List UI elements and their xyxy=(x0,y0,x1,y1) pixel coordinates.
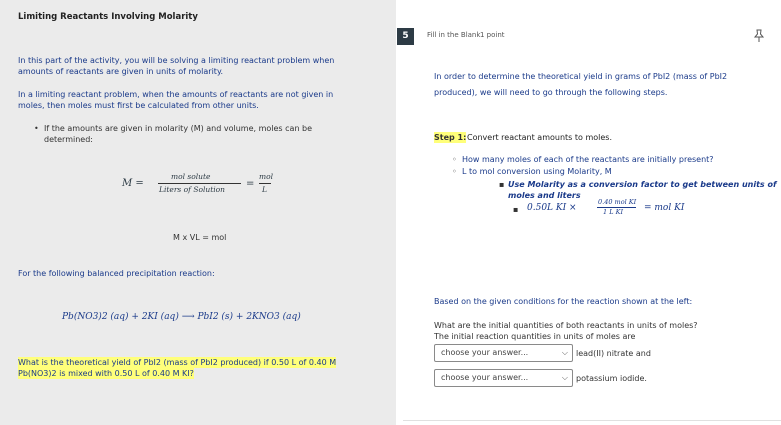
calc-result: = mol KI xyxy=(644,203,685,213)
instructions-line2: produced), we will need to go through the following steps. xyxy=(434,88,668,97)
instructions-line1: In order to determine the theoretical yield in grams of PbI2 (mass of PbI2 xyxy=(434,72,728,81)
based-on-text: Based on the given conditions for the reaction shown at the left: xyxy=(434,297,693,306)
formula-equals: = xyxy=(246,178,255,189)
question-line2: Pb(NO3)2 is mixed with 0.50 L of 0.40 M KI? xyxy=(18,369,194,378)
bullet-line2: determined: xyxy=(44,135,93,144)
calc-numerator: 0.40 mol KI xyxy=(598,198,637,206)
sub-bullet-1: How many moles of each of the reactants are initially present? xyxy=(462,155,714,164)
answer-dropdown-1[interactable] xyxy=(434,344,573,362)
fraction-bar-2 xyxy=(259,183,271,184)
chevron-down-icon: ⌵ xyxy=(561,348,568,357)
intro-text-line2: amounts of reactants are given in units of molarity. xyxy=(18,67,224,76)
fraction-bar xyxy=(158,183,241,184)
sub-bullet-3-line2: moles and liters xyxy=(508,191,581,200)
panel-divider xyxy=(396,0,403,425)
sub-bullet-2: L to mol conversion using Molarity, M xyxy=(462,167,612,176)
formula-denominator: Liters of Solution xyxy=(159,185,225,194)
formula-den2: L xyxy=(262,185,267,194)
reaction-equation: Pb(NO3)2 (aq) + 2KI (aq) ⟶ PbI2 (s) + 2KNO3 (aq) xyxy=(62,312,301,322)
question-prompt-line2: The initial reaction quantities in units of moles are xyxy=(434,332,636,341)
dropdown-1-suffix: lead(II) nitrate and xyxy=(576,349,651,358)
chevron-down-icon: ⌵ xyxy=(561,373,568,382)
pin-icon[interactable] xyxy=(752,28,766,42)
formula-numerator: mol solute xyxy=(171,172,211,181)
bullet-line1: If the amounts are given in molarity (M) and volume, moles can be xyxy=(44,124,313,133)
question-points: 1 point xyxy=(480,31,505,39)
calc-denominator: 1 L KI xyxy=(603,208,624,216)
bottom-divider xyxy=(403,420,781,421)
panel-title: Limiting Reactants Involving Molarity xyxy=(18,12,198,22)
calc-start: 0.50L KI × xyxy=(527,203,577,213)
step-text: Convert reactant amounts to moles. xyxy=(467,133,612,142)
question-type: Fill in the Blank xyxy=(427,31,481,39)
sub-bullet-1-dot: ◦ xyxy=(452,155,457,164)
question-number-badge: 5 xyxy=(397,28,414,45)
dropdown-2-placeholder: choose your answer... xyxy=(441,373,529,382)
reaction-intro: For the following balanced precipitation reaction: xyxy=(18,269,215,278)
intro-text-line1: In this part of the activity, you will be solving a limiting reactant problem when xyxy=(18,56,335,65)
bullet-dot: • xyxy=(34,124,39,133)
sub-bullet-3-line1: Use Molarity as a conversion factor to get between units of xyxy=(508,180,777,189)
calc-bullet-dot: ▪ xyxy=(513,205,519,214)
para2-line2: moles, then moles must first be calculated from other units. xyxy=(18,101,259,110)
dropdown-1-placeholder: choose your answer... xyxy=(441,348,529,357)
step-label: Step 1: xyxy=(434,133,467,142)
question-line1: What is the theoretical yield of PbI2 (mass of PbI2 produced) if 0.50 L of 0.40 M xyxy=(18,358,337,367)
answer-dropdown-2[interactable] xyxy=(434,369,573,387)
para2-line1: In a limiting reactant problem, when the amounts of reactants are not given in xyxy=(18,90,334,99)
formula-num2: mol xyxy=(259,172,274,181)
formula-lhs: M = xyxy=(122,178,144,189)
mv-formula: M x VL = mol xyxy=(173,233,227,242)
sub-bullet-2-dot: ◦ xyxy=(452,167,457,176)
question-prompt-line1: What are the initial quantities of both reactants in units of moles? xyxy=(434,321,698,330)
dropdown-2-suffix: potassium iodide. xyxy=(576,374,647,383)
sub-bullet-3-dot: ▪ xyxy=(499,180,505,189)
